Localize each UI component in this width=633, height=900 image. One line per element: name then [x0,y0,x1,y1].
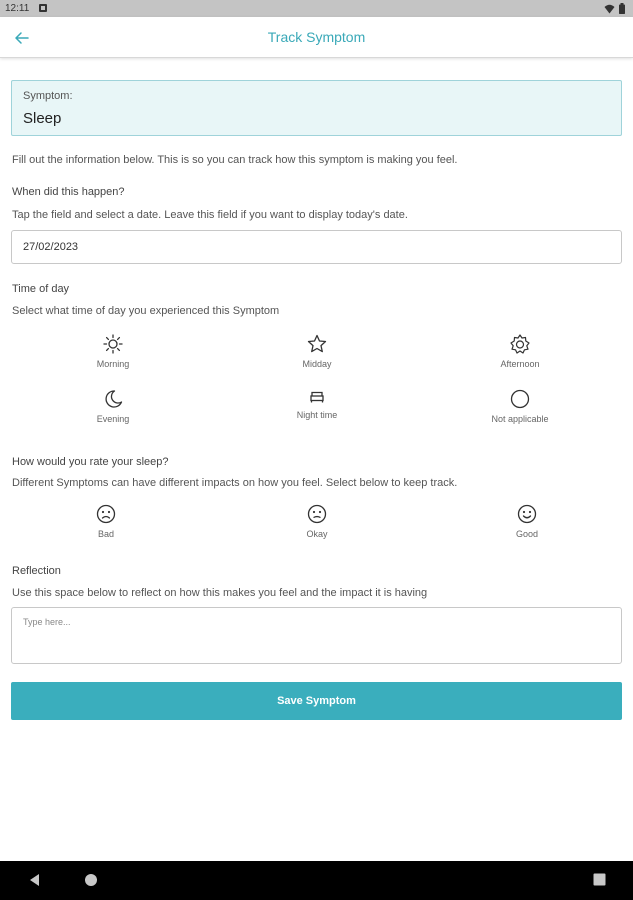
circle-icon [510,389,530,409]
rating-label: Bad [97,529,114,539]
time-option-label: Midday [302,359,332,369]
symptom-card [11,80,622,136]
sun-icon [103,334,123,354]
page-title: Track Symptom [267,29,366,45]
nav-back-icon[interactable] [28,873,40,887]
bed-icon [309,389,325,405]
date-heading: When did this happen? [12,186,125,198]
system-icons [604,3,625,14]
rating-hint: Different Symptoms can have different impacts on how you feel. Select below to keep track. [12,477,458,489]
sad-face-icon [96,504,116,524]
rating-label: Okay [306,529,328,539]
battery-icon [619,3,625,14]
rating-heading: How would you rate your sleep? [12,456,169,468]
nav-home-icon[interactable] [84,873,98,887]
time-option-morning[interactable] [63,334,163,369]
date-hint: Tap the field and select a date. Leave this field if you want to display today's date. [12,209,408,221]
time-option-afternoon[interactable] [470,334,570,369]
neutral-face-icon [307,504,327,524]
rating-bad[interactable] [56,504,156,539]
wifi-icon [604,4,615,14]
time-option-label: Afternoon [500,359,540,369]
time-option-label: Not applicable [491,414,549,424]
symptom-label: Symptom: [23,90,73,102]
intro-text: Fill out the information below. This is so you can track how this symptom is making you feel. [12,154,458,166]
notification-icon [39,4,47,12]
sun-burst-icon [510,334,530,354]
time-of-day-heading: Time of day [12,283,70,295]
date-field[interactable]: 27/02/2023 [11,230,622,264]
happy-face-icon [517,504,537,524]
status-time: 12:11 [5,3,30,14]
time-option-evening[interactable] [63,389,163,424]
reflection-hint: Use this space below to reflect on how this makes you feel and the impact it is having [12,587,428,599]
rating-label: Good [515,529,539,539]
star-icon [307,334,327,354]
system-nav-bar [0,861,633,900]
nav-recents-icon[interactable] [593,873,606,886]
reflection-heading: Reflection [12,565,61,577]
rating-okay[interactable] [267,504,367,539]
symptom-value: Sleep [23,110,62,127]
time-option-label: Night time [296,410,338,420]
time-of-day-hint: Select what time of day you experienced this Symptom [12,305,280,317]
time-option-label: Morning [96,359,130,369]
save-symptom-button[interactable]: Save Symptom [11,682,622,720]
app-bar [0,17,633,58]
time-option-label: Evening [96,414,130,424]
rating-good[interactable] [477,504,577,539]
time-option-night[interactable] [267,389,367,420]
reflection-input[interactable] [11,607,622,664]
time-option-not-applicable[interactable] [470,389,570,424]
status-bar [0,0,633,17]
moon-icon [103,389,123,409]
time-option-midday[interactable] [267,334,367,369]
